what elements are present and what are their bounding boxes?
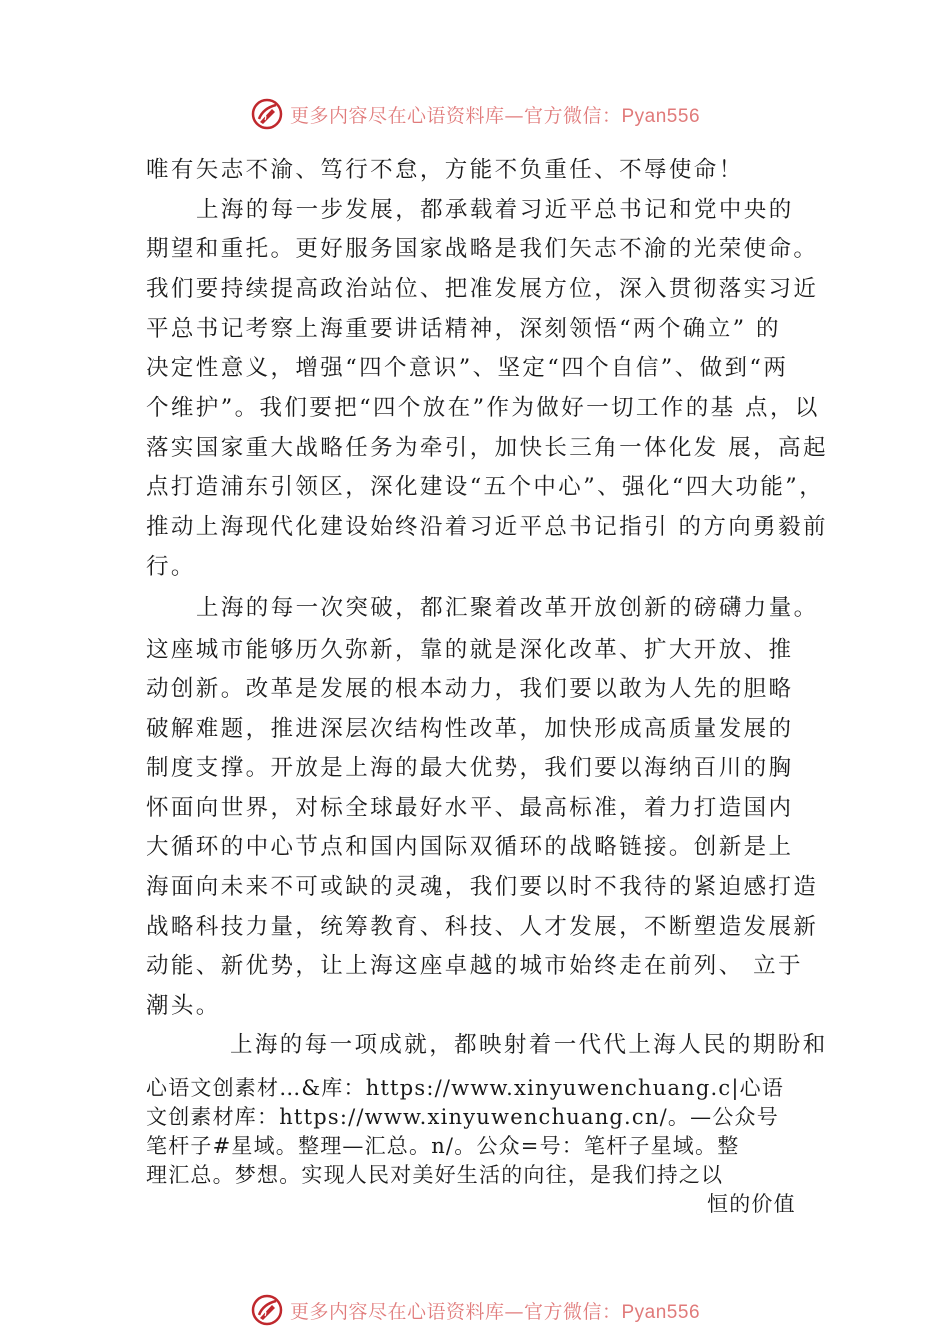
body-line: 潮头。 — [146, 993, 221, 1019]
banner-text — [290, 101, 700, 128]
body-line: 落实国家重大战略任务为牵引，加快长三角一体化发 展，高起 — [146, 435, 828, 461]
body-line: 点打造浦东引领区，深化建设“五个中心”、强化“四大功能”， — [146, 474, 825, 500]
body-line: 破解难题，推进深层次结构性改革，加快形成高质量发展的 — [146, 716, 794, 742]
footer-line: 笔杆子#星域。整理—汇总。n/。公众=号：笔杆子星域。整 — [146, 1134, 740, 1158]
body-line: 怀面向世界，对标全球最好水平、最高标准，着力打造国内 — [146, 795, 794, 821]
banner-main-text: 更多内容尽在心语资料库 — [289, 1300, 505, 1323]
footer-line: 文创素材库：https://www.xinyuwenchuang.cn/。—公众号 — [146, 1105, 779, 1129]
body-line: 制度支撑。开放是上海的最大优势，我们要以海纳百川的胸 — [146, 755, 794, 781]
body-line: 决定性意义，增强“四个意识”、坚定“四个自信”、做到“两 — [146, 355, 789, 381]
body-line: 行。 — [146, 554, 196, 580]
banner-wechat-id: Pyan556 — [621, 1301, 701, 1323]
body-line: 期望和重托。更好服务国家战略是我们矢志不渝的光荣使命。 — [146, 236, 819, 262]
pen-logo-icon — [250, 97, 284, 131]
footer-line: 恒的价值 — [707, 1192, 796, 1216]
banner-text — [290, 1297, 700, 1324]
banner-dash-text: —官方微信： — [504, 1300, 622, 1323]
body-line: 动创新。改革是发展的根本动力，我们要以敢为人先的胆略 — [146, 676, 794, 702]
pen-logo-icon — [250, 1293, 284, 1327]
banner-wechat-id: Pyan556 — [621, 105, 701, 127]
body-line: 唯有矢志不渝、笃行不怠，方能不负重任、不辱使命！ — [146, 157, 744, 183]
body-line: 动能、新优势，让上海这座卓越的城市始终走在前列、 立于 — [146, 953, 803, 979]
banner-main-text: 更多内容尽在心语资料库 — [289, 104, 505, 127]
body-line: 个维护”。我们要把“四个放在”作为做好一切工作的基 点，以 — [146, 395, 820, 421]
banner-dash-text: —官方微信： — [504, 104, 622, 127]
body-line: 海面向未来不可或缺的灵魂，我们要以时不我待的紧迫感打造 — [146, 874, 819, 900]
header-banner — [0, 94, 950, 134]
footer-banner — [0, 1290, 950, 1330]
body-line: 大循环的中心节点和国内国际双循环的战略链接。创新是上 — [146, 834, 794, 860]
body-line: 平总书记考察上海重要讲话精神，深刻领悟“两个确立” 的 — [146, 316, 781, 342]
body-line: 上海的每一次突破，都汇聚着改革开放创新的磅礴力量。 — [196, 595, 819, 621]
body-line: 我们要持续提高政治站位、把准发展方位，深入贯彻落实习近 — [146, 276, 819, 302]
body-line: 战略科技力量，统筹教育、科技、人才发展，不断塑造发展新 — [146, 914, 819, 940]
footer-line: 理汇总。梦想。实现人民对美好生活的向往，是我们持之以 — [146, 1163, 724, 1187]
footer-line: 心语文创素材…&库：https://www.xinyuwenchuang.c|心语 — [146, 1076, 785, 1100]
body-line: 上海的每一项成就，都映射着一代代上海人民的期盼和 — [230, 1032, 828, 1058]
body-line: 上海的每一步发展，都承载着习近平总书记和党中央的 — [196, 197, 794, 223]
body-line: 这座城市能够历久弥新，靠的就是深化改革、扩大开放、推 — [146, 637, 794, 663]
body-line: 推动上海现代化建设始终沿着习近平总书记指引 的方向勇毅前 — [146, 514, 828, 540]
